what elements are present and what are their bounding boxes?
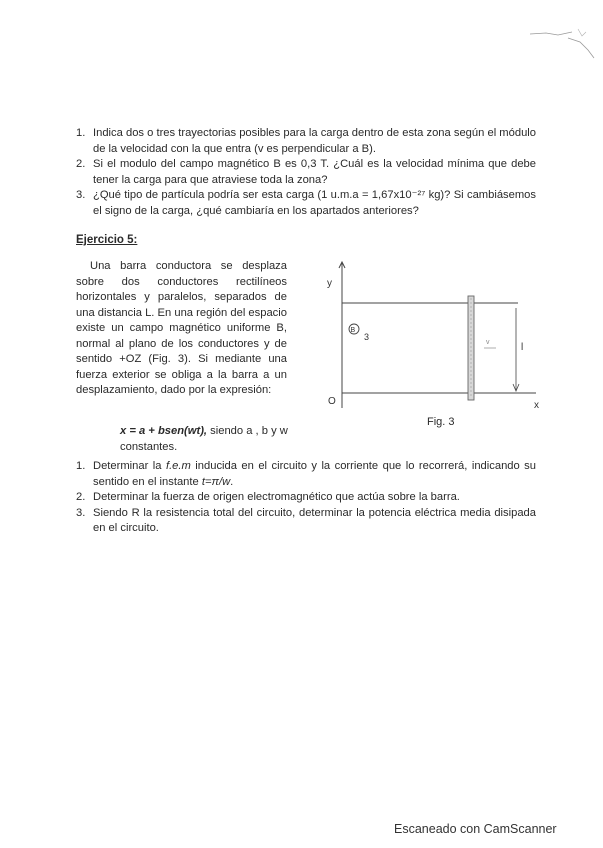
task-emphasis: f.e.m (165, 460, 191, 472)
task-number: 3. (76, 506, 86, 519)
task-item (76, 490, 536, 506)
exercise-title: Ejercicio 5: (76, 234, 138, 246)
question-number: 3. (76, 189, 86, 201)
question-item (76, 126, 536, 157)
question-number: 1. (76, 127, 86, 139)
question-text: ¿Qué tipo de partícula podría ser esta carga (1 u.m.a = 1,67x10⁻²⁷ kg)? Si cambiásemos el signo de la carga, ¿qué cambiaría en los apartados anteriores? (93, 189, 536, 217)
task-item (76, 506, 536, 537)
scanner-watermark: Escaneado con CamScanner (394, 822, 557, 836)
exercise-statement: Una barra conductora se desplaza sobre dos conductores rectilíneos horizontales y paralelos, separados de una distancia L. En una región del espacio existe un campo magnético uniforme B, normal al plano de los conductores y de sentido +OZ (Fig. 3). Si mediante una fuerza exterior se obliga a la barra a un desplazamiento, dado por la expresión: (76, 260, 287, 396)
task-text-part: Determinar la (93, 460, 166, 472)
question-text: Si el modulo del campo magnético B es 0,3 T. ¿Cuál es la velocidad mínima que debe tener la carga para que atraviese toda la zona? (93, 158, 536, 186)
task-number: 2. (76, 491, 86, 503)
origin-label: O (328, 396, 336, 407)
exercise-tasks-list (76, 459, 536, 537)
question-text: Indica dos o tres trayectorias posibles para la carga dentro de esta zona según el módulo de la velocidad con la que entra (v es perpendicular a B). (93, 127, 536, 155)
figure-3-diagram (318, 258, 548, 418)
y-axis-label: y (327, 278, 332, 289)
displacement-formula (120, 424, 290, 455)
length-label: l (521, 342, 524, 353)
task-text: Determinar la fuerza de origen electromagnético que actúa sobre la barra. (93, 491, 460, 503)
task-item (76, 459, 536, 490)
formula-constants: siendo a , b y w constantes. (120, 425, 288, 453)
task-text: Siendo R la resistencia total del circuito, determinar la potencia eléctrica media disipada en el circuito. (93, 506, 536, 534)
question-number: 2. (76, 158, 86, 170)
task-number: 1. (76, 460, 86, 472)
questions-list (76, 126, 536, 219)
task-text-part: inducida en el circuito y la corriente que lo recorrerá, indicando su sentido en el instante (93, 460, 537, 488)
task-emphasis: t=π/w (201, 475, 231, 488)
question-item (76, 188, 536, 219)
question-item (76, 157, 536, 188)
pen-mark-scribble (528, 24, 598, 64)
x-axis-label: x (534, 400, 539, 411)
velocity-label: v (486, 339, 490, 346)
formula-expression: x = a + bsen(wt), (120, 425, 208, 437)
figure-caption: Fig. 3 (427, 416, 455, 428)
field-region-label: 3 (364, 332, 370, 342)
task-text-part: . (230, 475, 234, 488)
field-symbol-letter: B (350, 327, 356, 334)
